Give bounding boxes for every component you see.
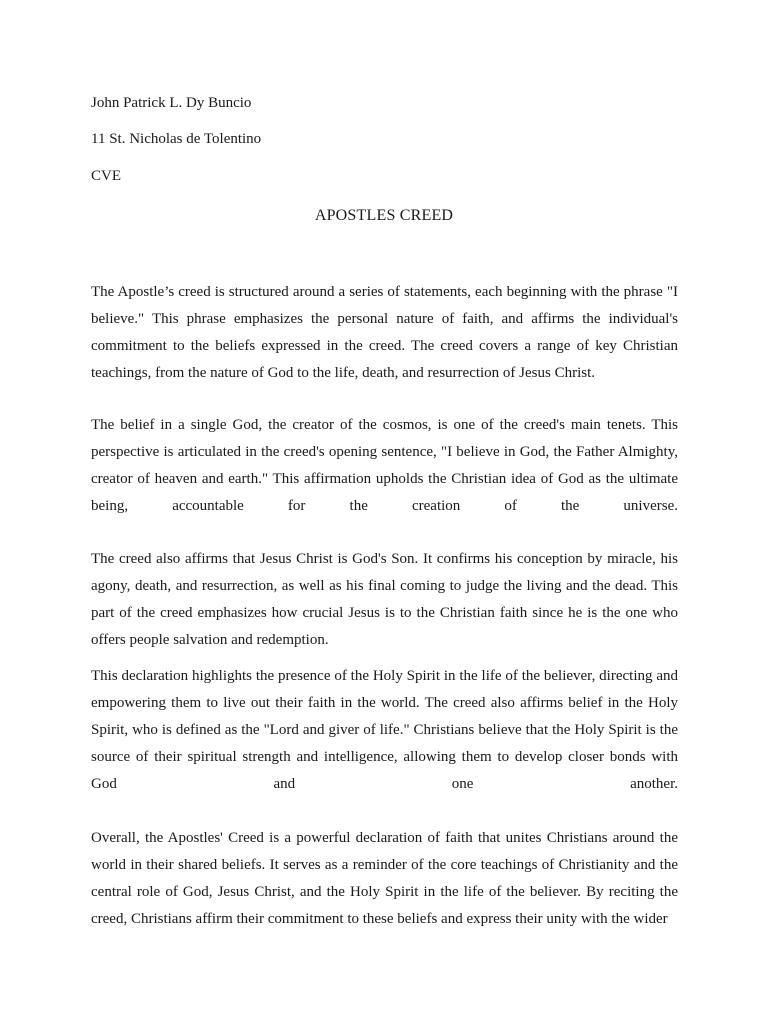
author-section: 11 St. Nicholas de Tolentino (91, 131, 262, 147)
author-name: John Patrick L. Dy Buncio (91, 95, 252, 111)
paragraph-one-god: The belief in a single God, the creator of the cosmos, is one of the creed's main tenets. This perspective is articulated in the creed's opening sentence, "I believe in God, the Father Almighty, creator of heaven and earth." This affirmation upholds the Christian idea of God as the ultimate being, accountable for the creation of the universe. (91, 417, 678, 514)
paragraph-jesus-christ: The creed also affirms that Jesus Christ is God's Son. It confirms his conception by miracle, his agony, death, and resurrection, as well as his final coming to judge the living and the dead. This part of the creed emphasizes how crucial Jesus is to the Christian faith since he is the one who offers people salvation and redemption. (91, 551, 678, 648)
document-title: APOSTLES CREED (314, 207, 454, 224)
paragraph-holy-spirit: This declaration highlights the presence of the Holy Spirit in the life of the believer, directing and empowering them to live out their faith in the world. The creed also affirms belief in the Holy Spirit, who is defined as the "Lord and giver of life." Christians believe that the Holy Spirit is the source of their spiritual strength and intelligence, allowing them to develop closer bonds with God and one another. (91, 668, 678, 792)
paragraph-intro: The Apostle’s creed is structured around a series of statements, each beginning with the phrase "I believe." This phrase emphasizes the personal nature of faith, and affirms the individual's commitment to the beliefs expressed in the creed. The creed covers a range of key Christian teachings, from the nature of God to the life, death, and resurrection of Jesus Christ. (91, 284, 678, 381)
author-strand: CVE (91, 168, 121, 184)
paragraph-conclusion: Overall, the Apostles' Creed is a powerful declaration of faith that unites Christians around the world in their shared beliefs. It serves as a reminder of the core teachings of Christianity and the central role of God, Jesus Christ, and the Holy Spirit in the life of the believer. By reciting the creed, Christians affirm their commitment to these beliefs and express their unity with the wider (91, 830, 678, 927)
